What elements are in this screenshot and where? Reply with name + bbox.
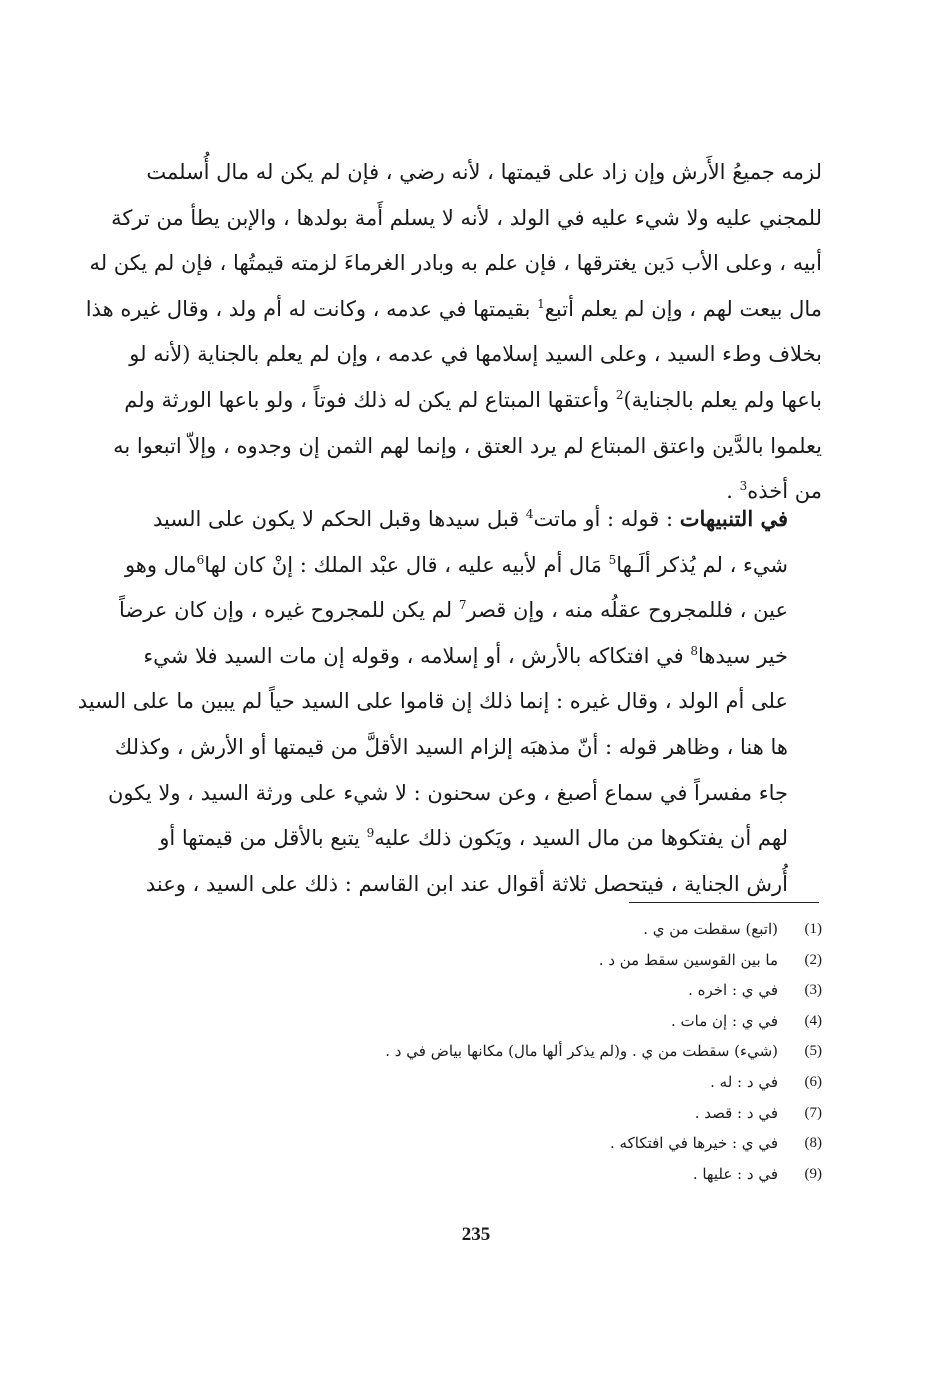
text-line <box>136 634 822 680</box>
footnote-ref[interactable]: 1 <box>537 296 545 311</box>
footnote-ref[interactable]: 8 <box>690 643 698 658</box>
footnote <box>300 1036 822 1067</box>
footnote-ref[interactable]: 4 <box>525 507 534 521</box>
footnote-number: (4) <box>804 1012 822 1029</box>
text-line <box>85 287 822 333</box>
page-number: 235 <box>461 1224 491 1245</box>
footnote-text: (شيء) سقطت من ي . و(لم يذكر ألها مال) مكانها بياض في د . <box>385 1042 778 1061</box>
text-run: . <box>726 479 740 504</box>
text-run: وأعتقها المبتاع لم يكن له ذلك فوتاً ، ولو باعها الورثة ولم <box>124 387 610 412</box>
footnote <box>300 1006 822 1037</box>
footnote-ref[interactable]: 6 <box>196 552 205 567</box>
text-line: أبيه ، وعلى الأب دَين يغترقها ، فإن علم به وبادر الغرماءَ لزمته قيمتُها ، فإن لم يكن له <box>89 251 822 276</box>
footnote-number: (1) <box>804 921 822 937</box>
footnote-number: (8) <box>804 1135 822 1152</box>
footnote <box>300 1098 822 1129</box>
text-line: بخلاف وطء السيد ، وعلى السيد إسلامها في عدمه ، وإن لم يعلم بالجناية (لأنه لو <box>129 342 822 367</box>
text-line: جاء مفسراً في سماع أصبغ ، وعن سحنون : لا شيء على ورثة السيد ، ولا يكون <box>108 780 788 805</box>
footnote-number: (6) <box>804 1073 822 1090</box>
section-heading: في التنبيهات <box>679 506 788 531</box>
footnote-number: (5) <box>804 1043 822 1060</box>
footnote <box>300 914 822 945</box>
footnote-number: (2) <box>804 951 822 968</box>
text-run: بقيمتها في عدمه ، وكانت له أم ولد ، وقال غيره هذا <box>85 296 531 321</box>
footnote-text: في د : قصد . <box>694 1103 778 1122</box>
text-line: على أم الولد ، وقال غيره : إنما ذلك إن قاموا على السيد حياً لم يبين ما على السيد <box>77 689 788 714</box>
text-run: قبل سيدها وقبل الحكم لا يكون على السيد <box>153 507 520 531</box>
footnote-separator <box>629 902 819 903</box>
footnote-text: (اتبع) سقطت من ي . <box>643 920 778 938</box>
text-line: يعلموا بالدَّين واعتق المبتاع لم يرد العتق ، وإنما لهم الثمن إن وجدوه ، وإلاّ اتبعوا به <box>113 433 822 458</box>
footnote-ref[interactable]: 2 <box>615 387 624 402</box>
paragraph-1 <box>85 150 822 515</box>
footnote-ref[interactable]: 5 <box>608 552 617 567</box>
footnote-number: (9) <box>804 1165 822 1182</box>
text-run: يتبع بالأقل من قيمتها أو <box>159 826 360 851</box>
footnote-ref[interactable]: 9 <box>366 826 375 841</box>
text-run: لم يكن للمجروح غيره ، وإن كان عرضاً <box>119 598 453 623</box>
footnote-number: (7) <box>804 1104 822 1121</box>
text-run: لهم أن يفتكوها من مال السيد ، ويَكون ذلك عليه <box>374 826 788 851</box>
text-run: مَال أم لأبيه عليه ، قال عبْد الملك : إنْ كان لها <box>204 552 602 577</box>
text-run: مال وهو <box>124 552 197 577</box>
footnote-ref[interactable]: 3 <box>739 479 748 494</box>
footnote <box>300 945 822 976</box>
text-run: مال بيعت لهم ، وإن لم يعلم أتبع <box>544 296 822 321</box>
text-line: ها هنا ، وظاهر قوله : أنّ مذهبَه إلزام السيد الأقلَّ من قيمتها أو الأرش ، وكذلك <box>114 734 788 759</box>
footnote-text: ما بين القوسين سقط من د . <box>598 950 778 969</box>
text-line <box>119 588 822 634</box>
footnote-text: في ي : إن مات . <box>671 1011 778 1030</box>
text-run: عين ، فللمجروح عقلُه منه ، وإن قصر <box>466 598 788 623</box>
text-run: في افتكاكه بالأرش ، أو إسلامه ، وقوله إن مات السيد فلا شيء <box>143 643 684 668</box>
footnote <box>300 975 822 1006</box>
text-line <box>136 496 822 543</box>
footnote-text: في ي : اخره . <box>688 981 778 1000</box>
text-line: للمجني عليه ولا شيء عليه في الولد ، لأنه لا يسلم أَمة بولدها ، والإبن يطأ من تركة <box>111 205 822 230</box>
text-run: من أخذه <box>747 479 822 504</box>
text-line <box>124 543 822 589</box>
footnote-text: في د : له . <box>710 1072 778 1091</box>
text-line: أُرش الجناية ، فيتحصل ثلاثة أقوال عند ابن القاسم : ذلك على السيد ، وعند <box>145 871 788 896</box>
text-line <box>124 378 822 424</box>
text-line: لزمه جميعُ الأَرش وإن زاد على قيمتها ، لأنه رضي ، فإن لم يكن له مال أُسلمت <box>146 160 822 184</box>
footnotes-list <box>300 914 822 1189</box>
text-run: خير سيدها <box>697 643 788 668</box>
text-line <box>136 816 822 862</box>
text-run: : قوله : أو ماتت <box>533 507 674 531</box>
footnote-text: في ي : خيرها في افتكاكه . <box>610 1134 778 1153</box>
footnote-ref[interactable]: 7 <box>458 598 467 613</box>
paragraph-2 <box>77 496 822 907</box>
footnote <box>300 1159 822 1190</box>
footnote <box>300 1067 822 1098</box>
footnote <box>300 1128 822 1159</box>
text-run: شيء ، لم يُذكر ألَـها <box>616 552 788 577</box>
text-run: باعها ولم يعلم بالجناية) <box>623 387 822 412</box>
footnote-text: في د : عليها . <box>692 1164 778 1183</box>
footnote-number: (3) <box>804 982 822 999</box>
